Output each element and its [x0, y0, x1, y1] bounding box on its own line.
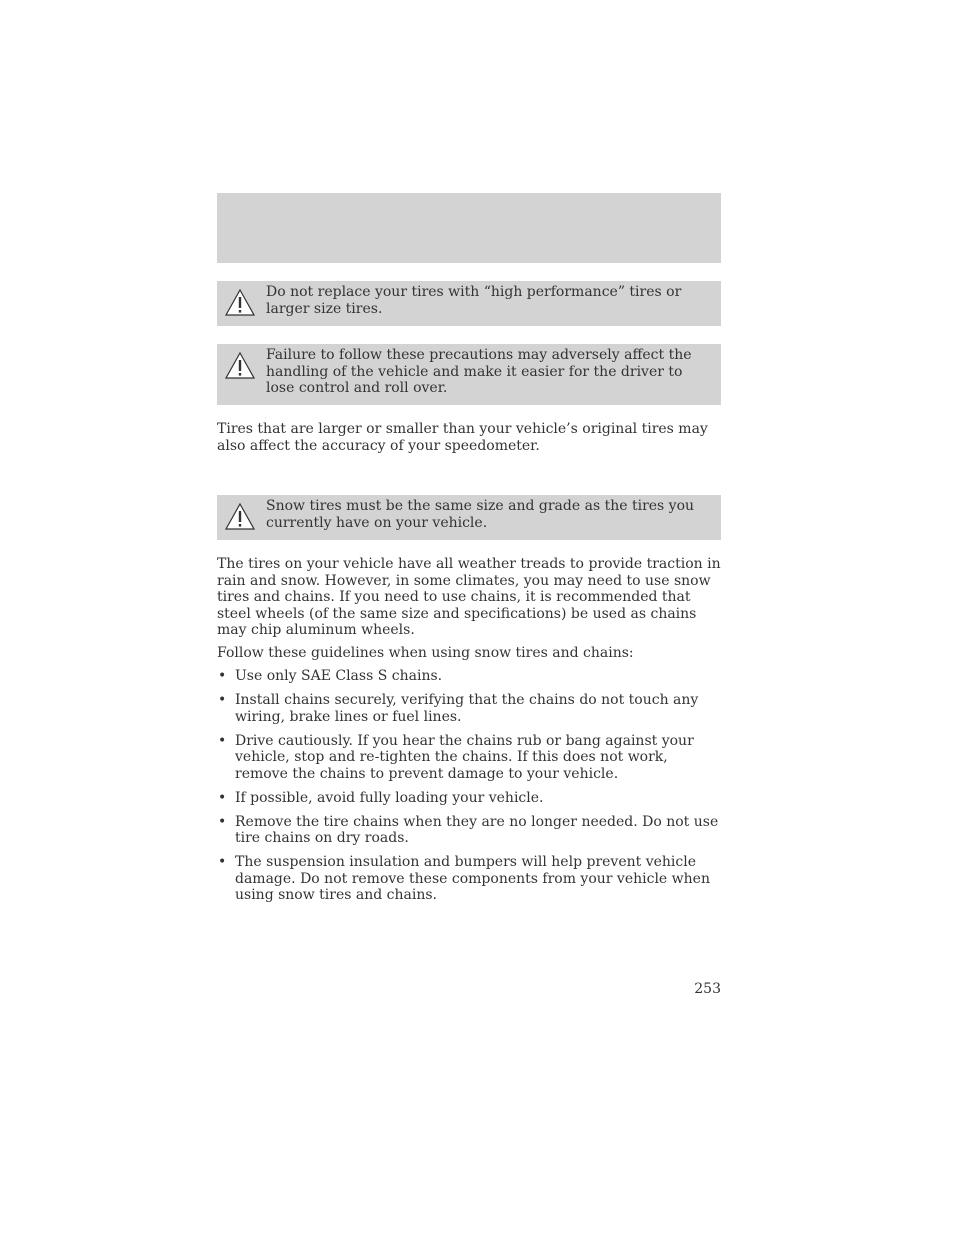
bullet-icon: •: [218, 668, 227, 684]
page-number: 253: [694, 981, 721, 997]
list-item: [217, 854, 721, 904]
warning-triangle-icon: [224, 502, 256, 532]
warning-triangle-icon: [224, 351, 256, 381]
section-header-band: [217, 193, 721, 263]
list-item-text: The suspension insulation and bumpers will help prevent vehicle damage. Do not remove these components from your vehicle when using snow tires and chains.: [235, 854, 710, 903]
list-item-text: Use only SAE Class S chains.: [235, 668, 443, 684]
paragraph-guidelines-intro: Follow these guidelines when using snow tires and chains:: [217, 645, 634, 661]
paragraph-all-weather: The tires on your vehicle have all weather treads to provide traction in rain and snow. However, in some climates, you may need to use snow tires and chains. If you need to use chains, it is recommended that steel wheels (of the same size and specifications) be used as chains may chip aluminum wheels.: [217, 556, 721, 638]
list-item-text: Drive cautiously. If you hear the chains rub or bang against your vehicle, stop and re-tighten the chains. If this does not work, remove the chains to prevent damage to your vehicle.: [235, 732, 694, 782]
warning-box-tire-size: [217, 281, 721, 326]
warning-box-handling: [217, 344, 721, 405]
paragraph-speedometer: Tires that are larger or smaller than your vehicle’s original tires may also affect the accuracy of your speedometer.: [217, 421, 708, 454]
list-item-text: Install chains securely, verifying that the chains do not touch any wiring, brake lines or fuel lines.: [235, 692, 699, 725]
list-item: [217, 814, 721, 847]
bullet-icon: •: [218, 854, 227, 870]
warning-text: Failure to follow these precautions may adversely affect the handling of the vehicle and make it easier for the driver to lose control and roll over.: [266, 347, 692, 396]
warning-text: Snow tires must be the same size and grade as the tires you currently have on your vehicle.: [266, 498, 695, 531]
guidelines-list: [217, 668, 721, 911]
bullet-icon: •: [218, 692, 227, 708]
list-item-text: Remove the tire chains when they are no longer needed. Do not use tire chains on dry roads.: [235, 813, 719, 846]
list-item-text: If possible, avoid fully loading your vehicle.: [235, 789, 544, 806]
warning-box-snow-tires: [217, 495, 721, 540]
bullet-icon: •: [218, 732, 227, 749]
bullet-icon: •: [218, 813, 227, 830]
list-item: [217, 692, 721, 725]
list-item: [217, 733, 721, 783]
warning-triangle-icon: [224, 288, 256, 318]
list-item: [217, 790, 721, 807]
bullet-icon: •: [218, 789, 227, 806]
list-item: [217, 668, 721, 685]
warning-text: Do not replace your tires with “high performance” tires or larger size tires.: [266, 284, 682, 317]
